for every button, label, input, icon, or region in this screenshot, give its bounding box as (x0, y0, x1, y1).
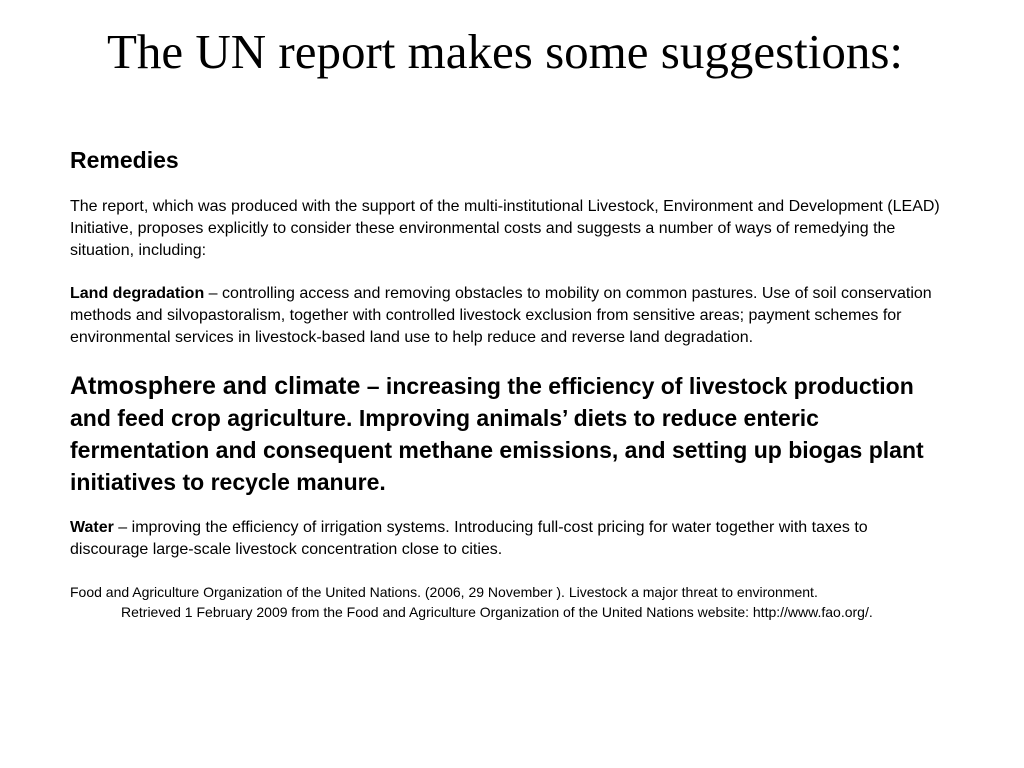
land-degradation-text: – controlling access and removing obstacles to mobility on common pastures. Use of soil conservation methods and silvopastoralism, together with controlled livestock exclusion from sensitive areas; payment schemes for environmental services in livestock-based land use to help reduce and reverse land degradation. (70, 285, 932, 346)
water-label: Water (70, 519, 114, 536)
reference-line-2: Retrieved 1 February 2009 from the Food and Agriculture Organization of the United Nations website: http://www.fao.org/. (121, 604, 873, 620)
land-degradation-paragraph (70, 283, 950, 349)
remedies-heading: Remedies (70, 147, 179, 173)
water-text: – improving the efficiency of irrigation systems. Introducing full-cost pricing for water together with taxes to discourage large-scale livestock concentration close to cities. (70, 519, 868, 558)
atmosphere-climate-text: – increasing the efficiency of livestock production and feed crop agriculture. Improving animals’ diets to reduce enteric fermentation and consequent methane emissions, and setting up biogas plant initiatives to recycle manure. (70, 373, 924, 495)
reference-line-1: Food and Agriculture Organization of the United Nations. (2006, 29 November ). Livestock a major threat to environment. (70, 584, 818, 600)
slide-content (70, 144, 970, 622)
reference-citation (70, 582, 970, 622)
slide-title: The UN report makes some suggestions: (106, 24, 904, 79)
atmosphere-climate-paragraph (70, 370, 930, 498)
land-degradation-label: Land degradation (70, 285, 205, 302)
water-paragraph (70, 517, 950, 561)
intro-paragraph: The report, which was produced with the support of the multi-institutional Livestock, Environment and Development (LEAD) Initiative, proposes explicitly to consider these environmental costs and suggests a number of ways of remedying the situation, including: (70, 198, 940, 259)
atmosphere-climate-label: Atmosphere and climate (70, 372, 361, 400)
